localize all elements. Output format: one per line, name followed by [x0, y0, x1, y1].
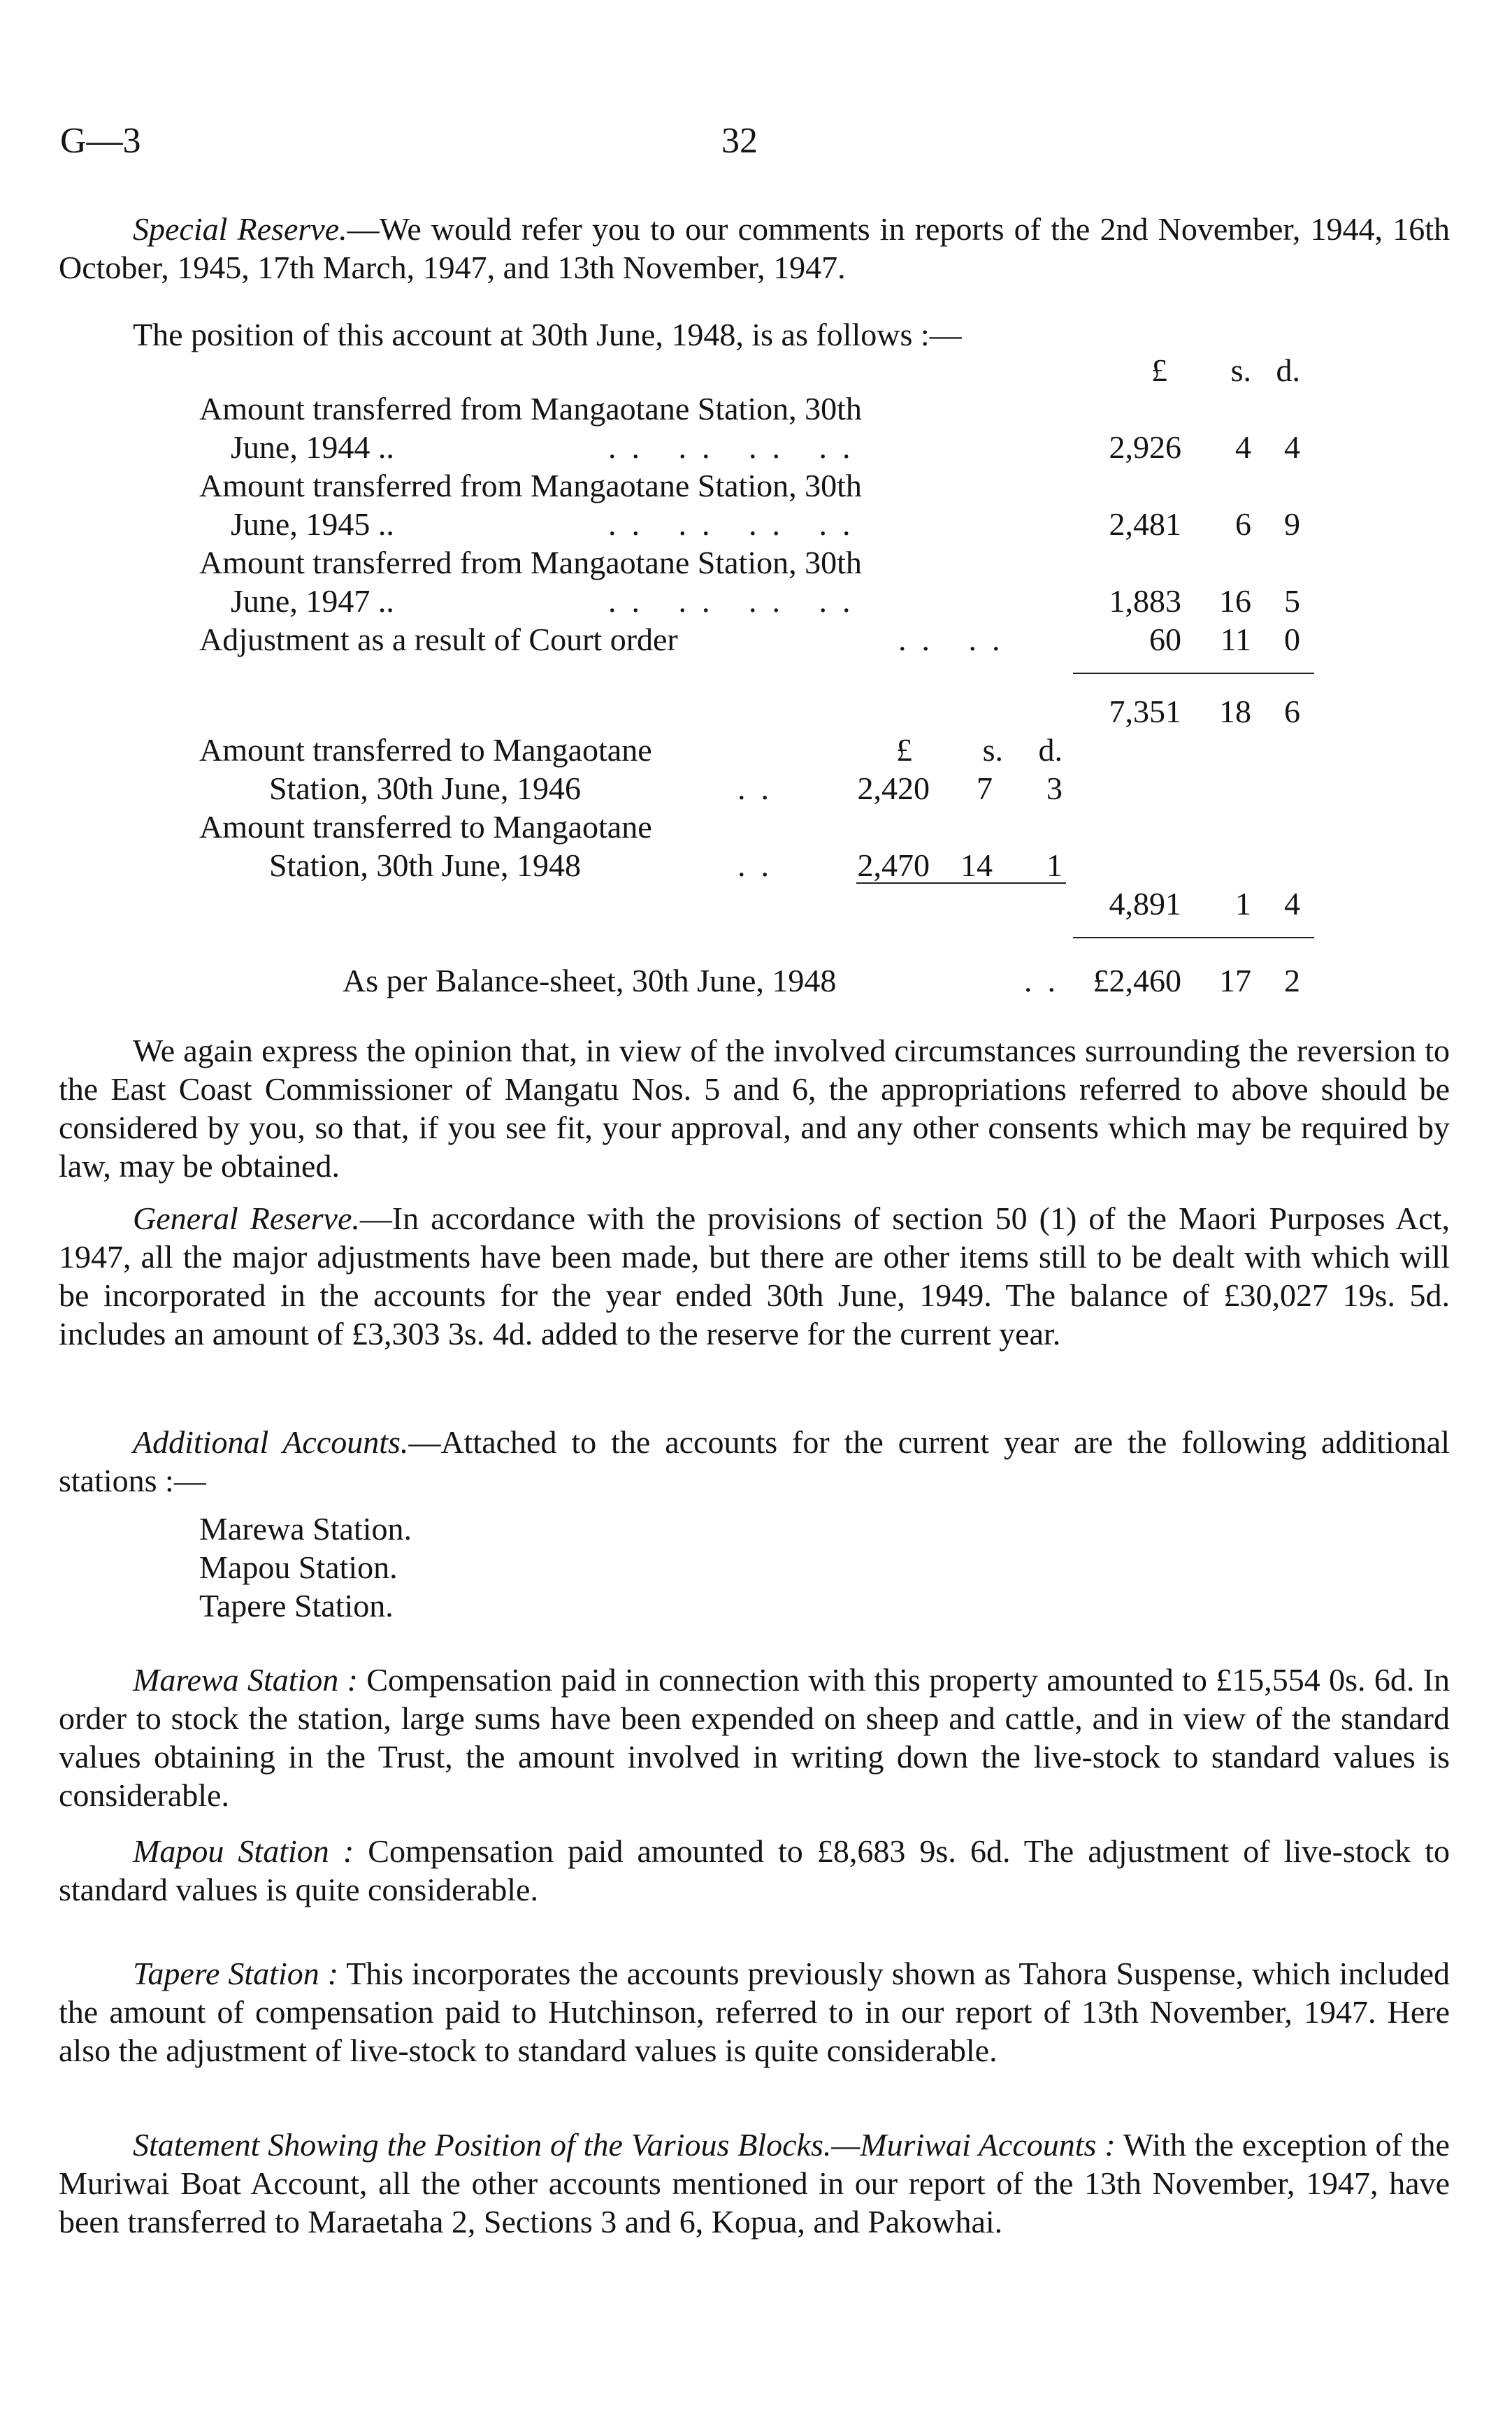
pence-value: 2 — [1284, 963, 1300, 998]
marewa-paragraph — [59, 1661, 1450, 1814]
leader-dots: .. — [1024, 963, 1071, 998]
leader-dots: .. .. .. .. — [608, 506, 866, 542]
pounds-value: 2,470 — [857, 847, 930, 883]
transfer-from-row-1 — [199, 389, 862, 428]
statement-heading: Statement Showing the Position of the Various Blocks.—Muriwai Accounts : — [133, 2127, 1116, 2163]
transfer-from-line2: June, 1945 .. — [231, 506, 394, 542]
shillings-value: 7 — [977, 771, 993, 806]
pounds-value: 2,481 — [1109, 506, 1181, 542]
tapere-text: This incorporates the accounts previously shown as Tahora Suspense, which included the amount of compensation paid to Hutchinson, referred to in our report of 13th November, 1947. Here also the adjustment of live-stock to standard values is quite considerable. — [59, 1956, 1450, 2068]
inner-total-rule — [856, 882, 1066, 884]
special-reserve-paragraph — [59, 210, 1450, 287]
transfer-from-line2: June, 1944 .. — [231, 429, 394, 465]
inner-col-header-pounds: £ — [896, 732, 912, 768]
pounds-value: £2,460 — [1093, 963, 1181, 998]
transfer-from-line2: June, 1947 .. — [231, 583, 394, 619]
pence-value: 5 — [1284, 583, 1300, 619]
col-header-pence: d. — [1276, 352, 1300, 388]
mapou-text: Compensation paid amounted to £8,683 9s. 6d. The adjustment of live-stock to standard values is quite considerable. — [59, 1833, 1450, 1907]
transfer-to-line1: Amount transferred to Mangaotane — [199, 809, 652, 845]
pence-value: 4 — [1284, 429, 1300, 465]
pence-value: 0 — [1284, 622, 1300, 657]
shillings-value: 17 — [1219, 963, 1251, 998]
shillings-value: 6 — [1235, 506, 1251, 542]
page-number: 32 — [721, 121, 758, 161]
shillings-value: 11 — [1220, 622, 1251, 657]
subtotal-rule — [1073, 673, 1314, 674]
station-list-item: Mapou Station. — [199, 1549, 398, 1585]
general-reserve-heading: General Reserve. — [133, 1201, 360, 1236]
transfer-from-line1: Amount transferred from Mangaotane Station, 30th — [199, 468, 862, 503]
pence-value: 3 — [1046, 771, 1063, 806]
position-intro: The position of this account at 30th June, 1948, is as follows :— — [133, 317, 962, 352]
tapere-heading: Tapere Station : — [133, 1956, 339, 1991]
leader-dots: .. .. .. .. — [608, 583, 866, 619]
pounds-value: 7,351 — [1109, 694, 1181, 729]
statement-paragraph — [59, 2126, 1450, 2241]
mapou-paragraph — [59, 1832, 1450, 1909]
pounds-value: 4,891 — [1109, 886, 1181, 922]
additional-accounts-heading: Additional Accounts. — [133, 1424, 409, 1460]
pence-value: 1 — [1046, 847, 1063, 883]
statement-text: With the exception of the Muriwai Boat Account, all the other accounts mentioned in our report of the 13th November, 1947, have been transferred to Maraetaha 2, Sections 3 and 6, Kopua, and Pakowhai. — [59, 2127, 1450, 2240]
transfer-to-line1: Amount transferred to Mangaotane — [199, 732, 652, 768]
transfer-from-row-2 — [199, 466, 862, 505]
station-list-item: Tapere Station. — [199, 1588, 394, 1624]
special-reserve-heading: Special Reserve. — [133, 211, 347, 247]
special-reserve-text: —We would refer you to our comments in reports of the 2nd November, 1944, 16th October, 1945, 17th March, 1947, and 13th November, 1947. — [59, 211, 1450, 285]
transfer-from-line1: Amount transferred from Mangaotane Station, 30th — [199, 391, 862, 427]
leader-dots: .. — [737, 847, 784, 883]
marewa-text: Compensation paid in connection with this property amounted to £15,554 0s. 6d. In order to stock the station, large sums have been expended on sheep and cattle, and in view of the standard values obtaining in the Trust, the amount involved in writing down the live-stock to standard values is considerable. — [59, 1662, 1450, 1813]
balance-label: As per Balance-sheet, 30th June, 1948 — [343, 963, 837, 998]
leader-dots: .. .. .. .. — [608, 429, 866, 465]
shillings-value: 4 — [1235, 429, 1251, 465]
transfer-to-line2: Station, 30th June, 1946 — [269, 771, 581, 806]
general-reserve-text: —In accordance with the provisions of section 50 (1) of the Maori Purposes Act, 1947, all the major adjustments have been made, but there are other items still to be dealt with which will be incorporated in the accounts for the year ended 30th June, 1949. The balance of £30,027 19s. 5d. includes an amount of £3,303 3s. 4d. added to the reserve for the current year. — [59, 1201, 1450, 1352]
pence-value: 6 — [1284, 694, 1300, 729]
pounds-value: 1,883 — [1109, 583, 1181, 619]
opinion-paragraph — [59, 1031, 1450, 1185]
leader-dots: .. — [737, 771, 784, 806]
station-list-item: Marewa Station. — [199, 1511, 412, 1547]
leader-dots: .. .. — [898, 622, 1016, 657]
adjustment-label: Adjustment as a result of Court order — [199, 622, 678, 657]
shillings-value: 16 — [1219, 583, 1251, 619]
col-header-shillings: s. — [1230, 352, 1251, 388]
transfer-from-row-3 — [199, 543, 862, 582]
inner-col-header-shillings: s. — [982, 732, 1003, 768]
shillings-value: 18 — [1219, 694, 1251, 729]
transfer-to-row-2 — [199, 808, 652, 846]
pounds-value: 2,420 — [857, 771, 930, 806]
additional-accounts-text: —Attached to the accounts for the current year are the following additional stations :— — [59, 1424, 1450, 1498]
pence-value: 4 — [1284, 886, 1300, 922]
pounds-value: 2,926 — [1109, 429, 1181, 465]
marewa-heading: Marewa Station : — [133, 1662, 358, 1698]
transfer-from-line1: Amount transferred from Mangaotane Station, 30th — [199, 545, 862, 580]
pence-value: 9 — [1284, 506, 1300, 542]
transfer-to-line2: Station, 30th June, 1948 — [269, 847, 581, 883]
shillings-value: 14 — [960, 847, 993, 883]
opinion-text: We again express the opinion that, in view of the involved circumstances surrounding the reversion to the East Coast Commissioner of Mangatu Nos. 5 and 6, the appropriations referred to above should be considered by you, so that, if you see fit, your approval, and any other consents which may be required by law, may be obtained. — [59, 1033, 1450, 1184]
document-code: G—3 — [60, 121, 141, 161]
additional-accounts-paragraph — [59, 1423, 1450, 1500]
col-header-pounds: £ — [1151, 352, 1167, 388]
general-reserve-paragraph — [59, 1199, 1450, 1353]
inner-col-header-pence: d. — [1038, 732, 1063, 768]
tapere-paragraph — [59, 1954, 1450, 2070]
mapou-heading: Mapou Station : — [133, 1833, 354, 1869]
shillings-value: 1 — [1235, 886, 1251, 922]
balance-rule — [1073, 937, 1314, 938]
pounds-value: 60 — [1149, 622, 1181, 657]
